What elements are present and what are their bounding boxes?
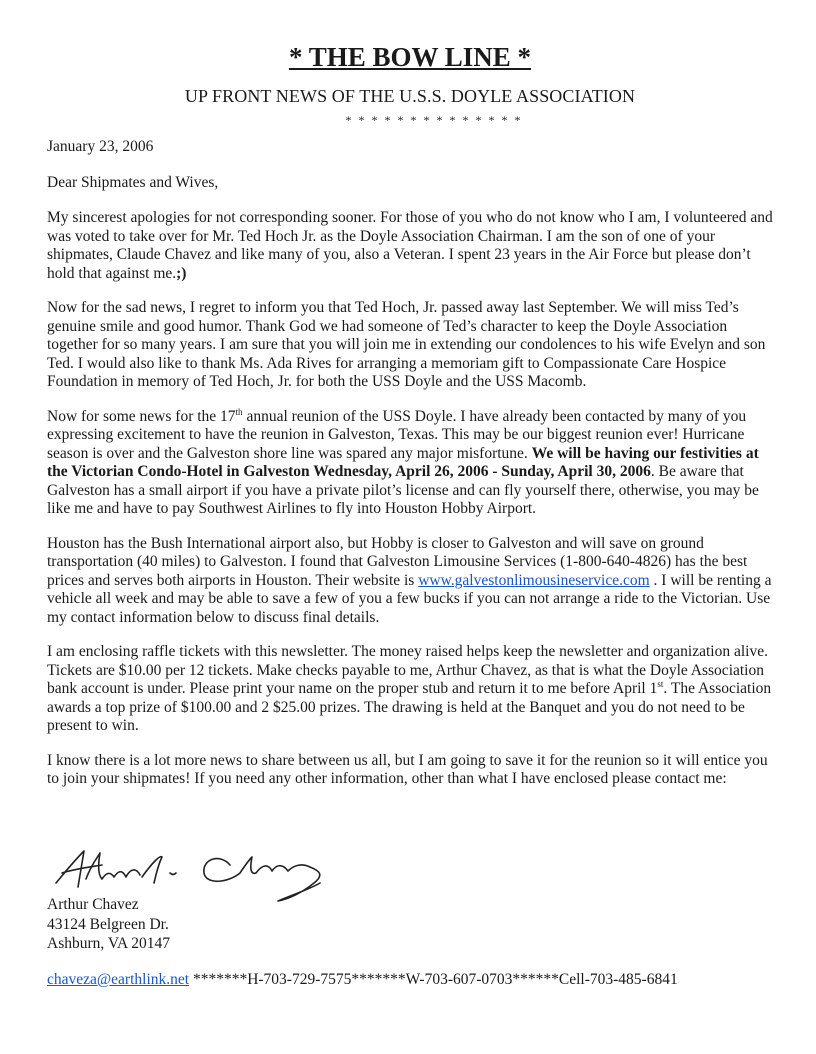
ordinal-suffix: th [235,406,243,417]
star-divider: * * * * * * * * * * * * * * [345,113,523,127]
limousine-website-link[interactable]: www.galvestonlimousineservice.com [418,571,650,589]
paragraph-reunion-news [47,408,773,519]
wink-emoticon: ;) [176,264,187,282]
contact-line [47,970,678,989]
signer-street: 43124 Belgreen Dr. [47,915,169,933]
paragraph-intro-text: My sincerest apologies for not corresponding sooner. For those of you who do not know who I am, I volunteered and was voted to take over for Mr. Ted Hoch Jr. as the Doyle Association Chairman. I am the son of one of your shipmates, Claude Chavez and like many of you, also a Veteran. I spent 23 years in the Air Force but please don’t hold that against me. [47,209,773,282]
ordinal-suffix: st [657,678,664,689]
signer-name: Arthur Chavez [47,896,139,913]
transport-text-b: . I will be renting a vehicle all week and may be able to save a few of you a few bucks if you can not arrange a ride to the Victorian. Use my contact information below to discuss final details. [47,571,772,626]
newsletter-subtitle: UP FRONT NEWS OF THE U.S.S. DOYLE ASSOCIATION [184,86,636,106]
newsletter-title: * THE BOW LINE * [288,42,532,72]
reunion-text-b: annual reunion of the USS Doyle. I have already been contacted by many of you expressing excitement to have the reunion in Galveston, Texas. This may be our biggest reunion ever! Hurricane season is over and the Galveston shore line was spared any major misfortune. [47,407,747,462]
salutation: Dear Shipmates and Wives, [47,174,219,191]
paragraph-raffle [47,643,773,736]
reunion-dates-bold: We will be having our festivities at the Victorian Condo-Hotel in Galveston Wednesday, April 26, 2006 - Sunday, April 30, 2006 [47,444,759,480]
handwritten-signature [52,843,352,903]
signer-city: Ashburn, VA 20147 [47,935,171,952]
signature-block [47,895,170,954]
reunion-text-c: . Be aware that Galveston has a small airport if you have a private pilot’s license and can fly yourself there, otherwise, you may be like me and have to pay Southwest Airlines to fly into Houston Hobby Airport. [47,463,759,517]
transport-text-a: Houston has the Bush International airport also, but Hobby is closer to Galveston and will save on ground transportation (40 miles) to Galveston. I found that Galveston Limousine Services (1-800-640-4826) has the best prices and serves both airports in Houston. Their website is [47,534,748,589]
paragraph-sad-news: Now for the sad news, I regret to inform you that Ted Hoch, Jr. passed away last September. We will miss Ted’s genuine smile and good humor. Thank God we had someone of Ted’s character to keep the Doyle Association together for so many years. I am sure that you will join me in extending our condolences to his wife Evelyn and son Ted. I would also like to thank Ms. Ada Rives for arranging a memoriam gift to Compassionate Care Hospice Foundation in memory of Ted Hoch, Jr. for both the USS Doyle and the USS Macomb. [47,299,766,390]
reunion-text-a: Now for some news for the 17 [47,407,236,425]
paragraph-transportation [47,535,773,628]
newsletter-page [47,40,773,804]
raffle-text-b: . The Association awards a top prize of $100.00 and 2 $25.00 prizes. The drawing is held at the Banquet and you do not need to be present to win. [47,680,772,734]
paragraph-closing: I know there is a lot more news to share between us all, but I am going to save it for the reunion so it will entice you to join your shipmates! If you need any other information, other than what I have enclosed please contact me: [47,751,768,787]
paragraph-intro [47,209,773,283]
letter-date: January 23, 2006 [47,138,154,155]
phone-numbers: *******H-703-729-7575*******W-703-607-0703******Cell-703-485-6841 [189,971,678,988]
raffle-text-a: I am enclosing raffle tickets with this newsletter. The money raised helps keep the newsletter and organization alive. Tickets are $10.00 per 12 tickets. Make checks payable to me, Arthur Chavez, as that is what the Doyle Association bank account is under. Please print your name on the proper stub and return it to me before April 1 [47,643,768,697]
email-link[interactable]: chaveza@earthlink.net [47,971,190,988]
